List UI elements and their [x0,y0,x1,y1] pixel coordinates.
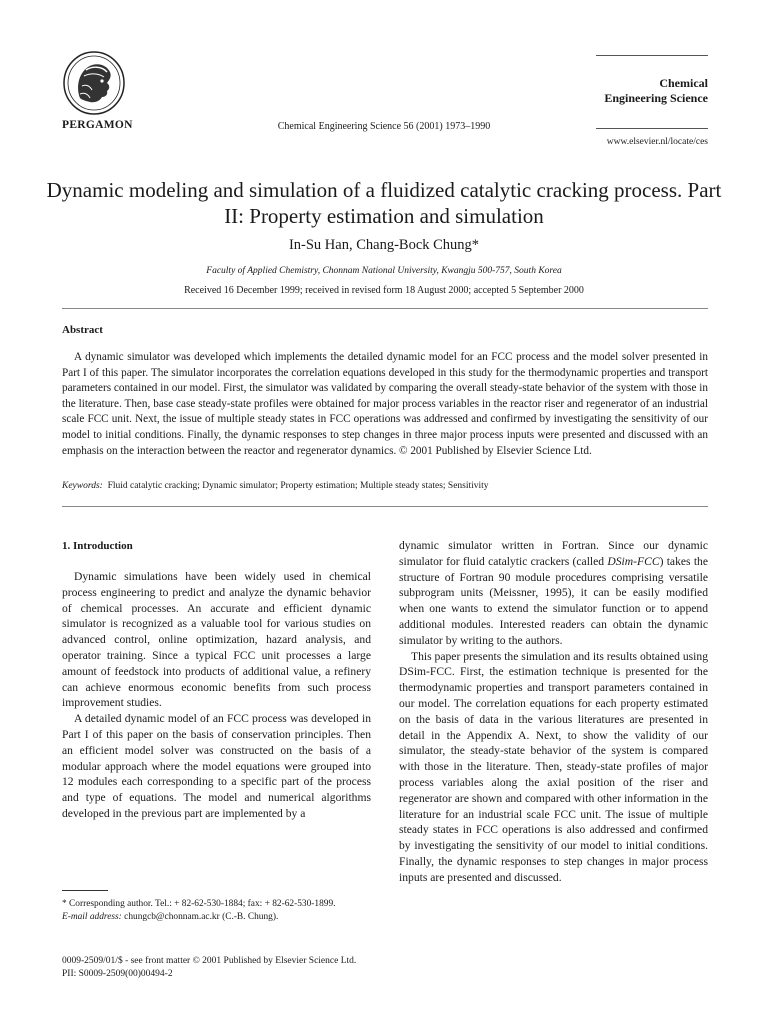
divider [62,308,708,309]
journal-url[interactable]: www.elsevier.nl/locate/ces [606,137,708,147]
column-left [62,569,371,822]
footnote-rule [62,890,108,891]
corresponding-author-note: * Corresponding author. Tel.: + 82-62-530-1884; fax: + 82-62-530-1899. [62,899,336,909]
column-right [399,538,708,886]
simulator-name: DSim-FCC [607,554,660,568]
paragraph [399,538,708,649]
brand-rule-top [596,55,708,56]
brand-rule-bottom [596,128,708,129]
author-affiliation: Faculty of Applied Chemistry, Chonnam National University, Kwangju 500-757, South Korea [206,266,562,276]
paragraph-text: ) takes the structure of Fortran 90 module procedures comprising versatile subprogram units (Meissner, 1995), it can be easily modified when one wants to extend the simulator function or to append additional modules. Interested readers can obtain the dynamic simulator by writing to the authors. [399,554,708,647]
email-address[interactable]: chungcb@chonnam.ac.kr (C.-B. Chung). [124,912,279,922]
keywords-label: Keywords: [62,481,103,491]
abstract-heading: Abstract [62,324,103,336]
email-line [62,911,371,924]
keywords-list: Fluid catalytic cracking; Dynamic simulator; Property estimation; Multiple steady states; Sensitivity [107,481,489,491]
copyright-footer [62,955,356,981]
journal-citation: Chemical Engineering Science 56 (2001) 1973–1990 [277,121,491,132]
keywords [62,481,708,491]
journal-brand [596,76,708,106]
front-matter-line: 0009-2509/01/$ - see front matter © 2001 Published by Elsevier Science Ltd. [62,956,357,966]
paragraph: This paper presents the simulation and its results obtained using DSim-FCC. First, the estimation technique is presented for the thermodynamic properties and transport parameters contained in our model. The correlation equations for each property estimated on the basis of data in the various literatures are presented in detail in the Appendix A. Next, to show the validity of our simulator, the steady-state behavior of the system is compared with those in the literature. Then, steady-state profiles of major process variables along the axial position of the riser and regenerator are shown and compared with other information in the literature for an industrial scale FCC unit. The issue of multiple steady states in FCC operations is also addressed and confirmed by investigating the sensitivity of our model to initial conditions. Finally, the dynamic responses to step changes in major process inputs are presented and discussed. [399,649,708,884]
pergamon-head-logo [62,50,126,116]
pii-line: PII: S0009-2509(00)00494-2 [62,969,173,979]
footnote [62,898,371,924]
divider [62,506,708,507]
article-authors: In-Su Han, Chang-Bock Chung* [288,237,480,253]
paragraph: A detailed dynamic model of an FCC process was developed in Part I of this paper on the basis of conservation principles. Then an efficient model solver was constructed on the basis of a modular approach where the model equations were grouped into 12 modules each corresponding to a specific part of the process and type of equations. The model and numerical algorithms developed in the previous part are implemented by a [62,712,371,820]
publisher-name: PERGAMON [62,119,133,131]
paragraph: Dynamic simulations have been widely used in chemical process engineering to predict and analyze the dynamic behavior of chemical processes. An accurate and efficient dynamic simulator is recognized as a valuable tool for various studies on advanced control, online optimization, hazard analysis, and operator training. Since a typical FCC unit processes a large amount of feedstock into products of additional value, a refinery can achieve enormous economic benefits from such process improvement studies. [62,570,371,710]
journal-brand-line2: Engineering Science [604,91,708,105]
paragraph-text: dynamic simulator written in Fortran. Since our dynamic simulator for fluid catalytic crackers (called [399,539,708,568]
article-title: Dynamic modeling and simulation of a fluidized catalytic cracking process. Part II: Property estimation and simulation [46,178,722,228]
article-dates: Received 16 December 1999; received in revised form 18 August 2000; accepted 5 September 2000 [184,285,584,296]
email-label: E-mail address: [62,912,122,922]
journal-brand-line1: Chemical [659,76,708,90]
abstract-text: A dynamic simulator was developed which implements the detailed dynamic model for an FCC process and the model solver presented in Part I of this paper. The simulator incorporates the correlation equations developed in this study for the thermodynamic properties and transport parameters contained in our model. First, the simulator was validated by comparing the overall steady-state behavior of the system with those in the literature. Then, base case steady-state profiles were obtained for major process variables in the reactor riser and regenerator of an industrial scale FCC unit. Next, the issue of multiple steady states in FCC operations was addressed and confirmed by investigating the sensitivity of our model to initial conditions. Finally, the dynamic responses to step changes in three major process inputs were presented and discussed with an emphasis on the interaction between the reactor and regenerator dynamics. © 2001 Published by Elsevier Science Ltd. [62,351,708,457]
section-heading-introduction: 1. Introduction [62,540,133,552]
